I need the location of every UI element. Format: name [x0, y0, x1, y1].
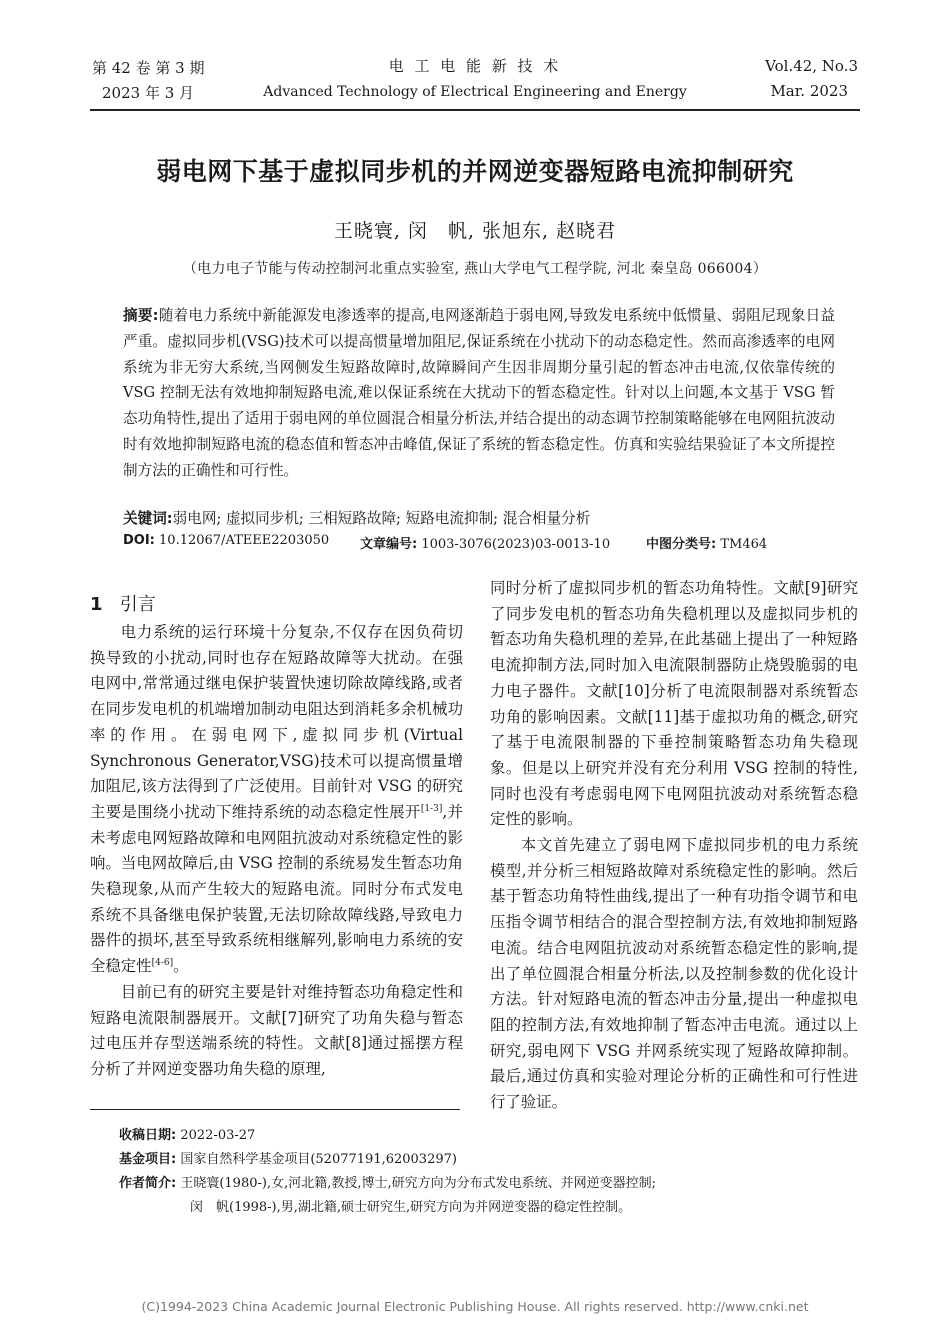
section-title: 引言 [119, 594, 156, 615]
paragraph: 同时分析了虚拟同步机的暂态功角特性。文献[9]研究了同步发电机的暂态功角失稳机理以及虚拟同步机的暂态功角失稳机理的差异,在此基础上提出了一种短路电流抑制方法,同时加入电流限制器防止烧毁脆弱的电力电子器件。文献[10]分析了电流限制器对系统暂态功角的影响因素。文献[11]基于虚拟功角的概念,研究了基于电流限制器的下垂控制策略暂态功角失稳现象。但是以上研究并没有充分利用 VSG 控制的特性,同时也没有考虑弱电网下电网阻抗波动对系统暂态稳定性的影响。 [490, 579, 858, 829]
footnote-rule [90, 1109, 460, 1110]
keywords-label: 关键词: [123, 510, 173, 527]
journal-title-en: Advanced Technology of Electrical Engineering and Energy [263, 84, 687, 100]
paragraph: 目前已有的研究主要是针对维持暂态功角稳定性和短路电流限制器展开。文献[7]研究了功角失稳与暂态过电压并存型送端系统的特性。文献[8]通过摇摆方程分析了并网逆变器功角失稳的原理, [90, 982, 463, 1078]
paragraph-text: 电力系统的运行环境十分复杂,不仅存在因负荷切换导致的小扰动,同时也存在短路故障等大扰动。在强电网中,常常通过继电保护装置快速切除故障线路,或者在同步发电机的机端增加制动电阻达到消耗多余机械功率的作用。在弱电网下,虚拟同步机(Virtual Synchronous Generator,VSG)技术可以提高惯量增加阻尼,该方法得到了广泛使用。目前针对 VSG 的研究主要是围绕小扰动下维持系统的动态稳定性展开 [90, 623, 463, 821]
author-bio-1: 王晓寰(1980-),女,河北籍,教授,博士,研究方向为分布式发电系统、并网逆变器控制; [180, 1176, 657, 1191]
footnote-received [119, 1124, 859, 1143]
keywords-text: 弱电网; 虚拟同步机; 三相短路故障; 短路电流抑制; 混合相量分析 [172, 510, 591, 527]
abstract [123, 303, 835, 484]
section-number: 1 [90, 594, 103, 615]
clc-number [646, 533, 767, 552]
journal-title-cn: 电 工 电 能 新 技 术 [388, 57, 562, 75]
abstract-text: 随着电力系统中新能源发电渗透率的提高,电网逐渐趋于弱电网,导致发电系统中低惯量、弱阻尼现象日益严重。虚拟同步机(VSG)技术可以提高惯量增加阻尼,保证系统在小扰动下的动态稳定性。然而高渗透率的电网系统为非无穷大系统,当网侧发生短路故障时,故障瞬间产生因非周期分量引起的暂态冲击电流,仅依靠传统的 VSG 控制无法有效地抑制短路电流,难以保证系统在大扰动下的暂态稳定性。针对以上问题,本文基于 VSG 暂态功角特性,提出了适用于弱电网的单位圆混合相量分析法,并结合提出的动态调节控制策略能够在电网阻抗波动时有效地抑制短路电流的稳态值和暂态冲击峰值,保证了系统的暂态稳定性。仿真和实验结果验证了本文所提控制方法的正确性和可行性。 [123, 307, 835, 479]
footnote-fund [119, 1148, 859, 1167]
paragraph-text: 。 [173, 957, 189, 976]
received-value: 2022-03-27 [180, 1128, 256, 1143]
journal-volume-issue: 第 42 卷 第 3 期 [92, 59, 205, 77]
fund-label: 基金项目: [119, 1152, 177, 1167]
fund-value: 国家自然科学基金项目(52077191,62003297) [180, 1152, 457, 1167]
citation: [1-3] [420, 803, 443, 814]
keywords [123, 507, 835, 528]
doi-value: 10.12067/ATEEE2203050 [159, 533, 330, 548]
journal-vol-en: Vol.42, No.3 [765, 57, 858, 75]
paper-authors: 王晓寰, 闵 帆, 张旭东, 赵晓君 [333, 220, 617, 242]
paper-affiliation: （电力电子节能与传动控制河北重点实验室, 燕山大学电气工程学院, 河北 秦皇岛 066004） [182, 261, 768, 277]
footnote-author [119, 1172, 859, 1191]
paragraph: 本文首先建立了弱电网下虚拟同步机的电力系统模型,并分析三相短路故障对系统稳定性的影响。然后基于暂态功角特性曲线,提出了一种有功指令调节和电压指令调节相结合的混合型控制方法,有效地抑制短路电流。结合电网阻抗波动对系统暂态稳定性的影响,提出了单位圆混合相量分析法,以及控制参数的优化设计方法。针对短路电流的暂态冲击分量,提出一种虚拟电阻的控制方法,有效地抑制了暂态冲击电流。通过以上研究,弱电网下 VSG 并网系统实现了短路故障抑制。最后,通过仿真和实验对理论分析的正确性和可行性进行了验证。 [490, 836, 858, 1112]
header-rule [90, 109, 860, 111]
section-heading-introduction [90, 590, 156, 616]
doi [123, 533, 329, 548]
paragraph-text: ,并未考虑电网短路故障和电网阻抗波动对系统稳定性的影响。当电网故障后,由 VSG 控制的系统易发生暂态功角失稳现象,从而产生较大的短路电流。同时分布式发电系统不具备继电保护装置,无法切除故障线路,导致电力器件的损坏,甚至导致系统相继解列,影响电力系统的安全稳定性 [90, 802, 463, 976]
author-bio-2: 闵 帆(1998-),男,湖北籍,硕士研究生,研究方向为并网逆变器的稳定性控制。 [190, 1200, 632, 1215]
citation: [4-6] [151, 958, 174, 969]
right-column [490, 576, 858, 1116]
doi-label: DOI: [123, 533, 155, 548]
received-label: 收稿日期: [119, 1128, 177, 1143]
journal-date: 2023 年 3 月 [102, 84, 195, 102]
paper-title: 弱电网下基于虚拟同步机的并网逆变器短路电流抑制研究 [156, 157, 794, 186]
article-number-label: 文章编号: [360, 537, 418, 552]
clc-label: 中图分类号: [646, 537, 717, 552]
paragraph [90, 620, 463, 980]
clc-value: TM464 [720, 537, 768, 552]
copyright-line: (C)1994-2023 China Academic Journal Electronic Publishing House. All rights reserved. http://www.cnki.net [141, 1299, 809, 1314]
journal-date-en: Mar. 2023 [770, 82, 848, 100]
article-number-value: 1003-3076(2023)03-0013-10 [421, 537, 611, 552]
left-column [90, 620, 463, 1083]
author-label: 作者简介: [119, 1176, 177, 1191]
article-number [360, 533, 610, 552]
abstract-label: 摘要: [123, 307, 159, 324]
